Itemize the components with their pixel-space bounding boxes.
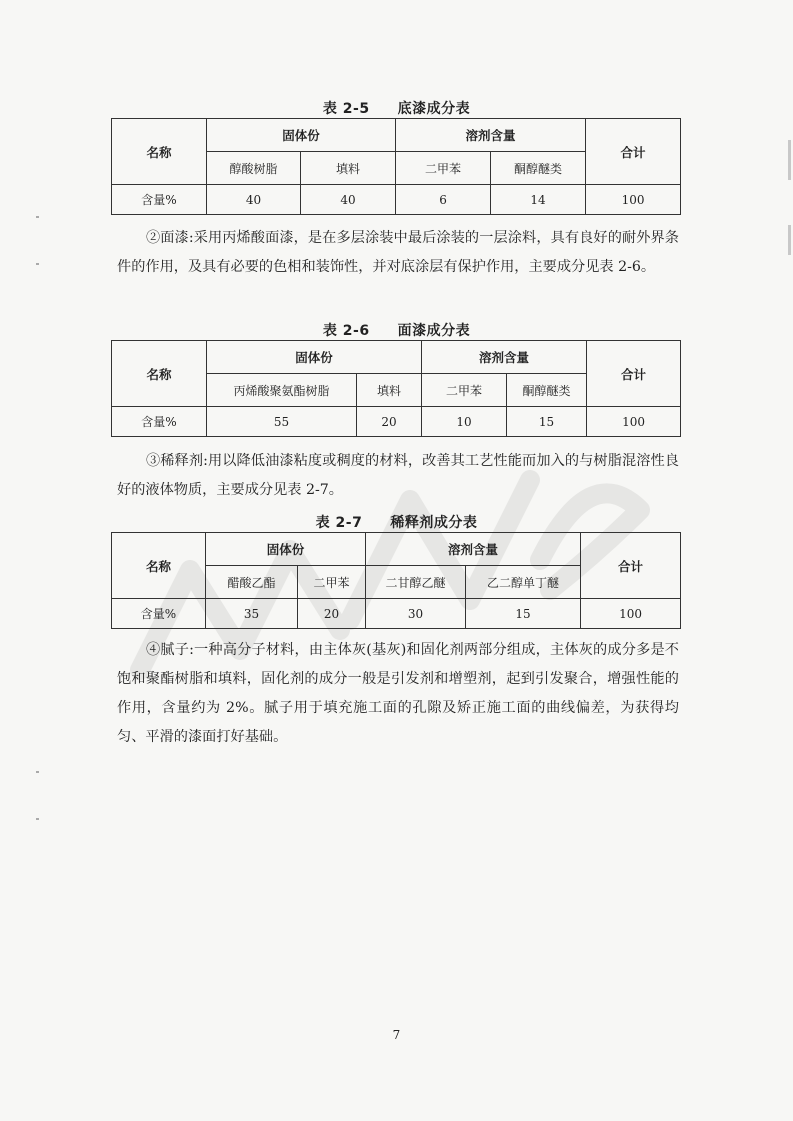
value-cell: 40	[207, 185, 301, 215]
total-cell: 100	[581, 599, 681, 629]
table-2-7	[111, 532, 681, 629]
sub-header: 丙烯酸聚氨酯树脂	[207, 374, 357, 407]
value-cell: 20	[357, 407, 422, 437]
table-2-5	[111, 118, 681, 215]
paragraph-topcoat: ②面漆:采用丙烯酸面漆，是在多层涂装中最后涂装的一层涂料，具有良好的耐外界条件的作用，及具有必要的色相和装饰性，并对底涂层有保护作用，主要成分见表 2-6。	[117, 230, 679, 275]
sub-header: 二甘醇乙醚	[366, 566, 466, 599]
value-cell: 15	[466, 599, 581, 629]
sub-header: 醋酸乙酯	[206, 566, 298, 599]
value-cell: 6	[396, 185, 491, 215]
table-2-5-caption	[0, 98, 793, 118]
row-label: 含量%	[112, 185, 207, 215]
caption-title: 面漆成分表	[397, 323, 471, 339]
value-cell: 15	[507, 407, 587, 437]
table-2-6-caption	[0, 320, 793, 340]
solid-group-header: 固体份	[207, 119, 396, 152]
solvent-group-header: 溶剂含量	[366, 533, 581, 566]
table-2-7-caption	[0, 512, 793, 532]
sub-header: 酮醇醚类	[507, 374, 587, 407]
scan-speck	[36, 818, 39, 820]
scan-speck	[36, 771, 39, 773]
paragraph-putty: ④腻子:一种高分子材料，由主体灰(基灰)和固化剂两部分组成，主体灰的成分多是不饱和聚酯树脂和填料，固化剂的成分一般是引发剂和增塑剂，起到引发聚合，增强性能的作用，含量约为 2%。腻子用于填充施工面的孔隙及矫正施工面的曲线偏差，为获得均匀、平滑的漆面打好基础。	[117, 642, 679, 745]
sub-header: 二甲苯	[298, 566, 366, 599]
solid-group-header: 固体份	[207, 341, 422, 374]
solid-group-header: 固体份	[206, 533, 366, 566]
sub-header: 二甲苯	[422, 374, 507, 407]
total-header: 合计	[587, 341, 681, 407]
caption-title: 底漆成分表	[397, 101, 471, 117]
value-cell: 10	[422, 407, 507, 437]
name-header: 名称	[112, 341, 207, 407]
row-label: 含量%	[112, 599, 206, 629]
value-cell: 35	[206, 599, 298, 629]
name-header: 名称	[112, 533, 206, 599]
sub-header: 二甲苯	[396, 152, 491, 185]
scan-edge-mark	[788, 140, 791, 180]
sub-header: 填料	[357, 374, 422, 407]
value-cell: 40	[301, 185, 396, 215]
solvent-group-header: 溶剂含量	[396, 119, 586, 152]
row-label: 含量%	[112, 407, 207, 437]
caption-title: 稀释剂成分表	[390, 515, 478, 531]
sub-header: 醇酸树脂	[207, 152, 301, 185]
page-number: 7	[392, 1028, 401, 1042]
sub-header: 乙二醇单丁醚	[466, 566, 581, 599]
caption-number: 表 2-6	[322, 323, 370, 339]
value-cell: 20	[298, 599, 366, 629]
scan-speck	[36, 263, 39, 265]
caption-number: 表 2-7	[315, 515, 363, 531]
caption-number: 表 2-5	[322, 101, 370, 117]
value-cell: 55	[207, 407, 357, 437]
name-header: 名称	[112, 119, 207, 185]
scan-edge-mark	[788, 225, 791, 255]
sub-header: 酮醇醚类	[491, 152, 586, 185]
paragraph-thinner: ③稀释剂:用以降低油漆粘度或稠度的材料，改善其工艺性能而加入的与树脂混溶性良好的液体物质，主要成分见表 2-7。	[117, 453, 679, 498]
solvent-group-header: 溶剂含量	[422, 341, 587, 374]
value-cell: 14	[491, 185, 586, 215]
sub-header: 填料	[301, 152, 396, 185]
total-header: 合计	[581, 533, 681, 599]
value-cell: 30	[366, 599, 466, 629]
total-cell: 100	[586, 185, 681, 215]
total-header: 合计	[586, 119, 681, 185]
table-2-6	[111, 340, 681, 437]
total-cell: 100	[587, 407, 681, 437]
scan-speck	[36, 216, 39, 218]
